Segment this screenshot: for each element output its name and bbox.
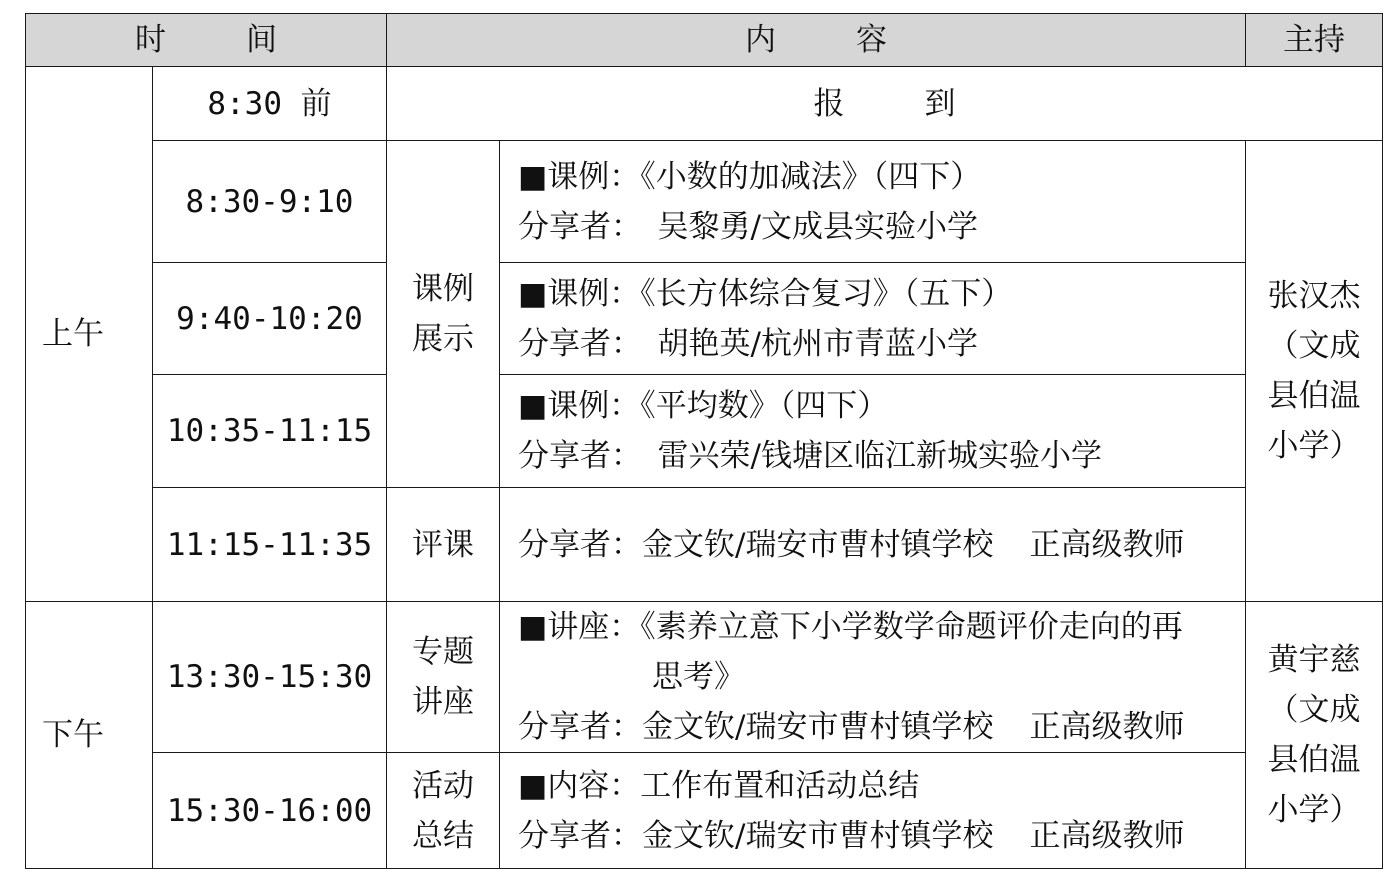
content-cell: ■讲座：《素养立意下小学数学命题评价走向的再 思考》 分享者：金文钦/瑞安市曹村镇学校 正高级教师: [500, 602, 1246, 753]
table-row: [26, 263, 1383, 375]
content-cell: ■内容：工作布置和活动总结 分享者：金文钦/瑞安市曹村镇学校 正高级教师: [500, 753, 1246, 869]
content-cell: 分享者：金文钦/瑞安市曹村镇学校 正高级教师: [500, 488, 1246, 602]
checkin-cell: 报 到: [387, 67, 1383, 141]
category-review: 评课: [387, 488, 500, 602]
table-row: [26, 375, 1383, 488]
time-cell: 15:30-16:00: [153, 753, 387, 869]
period-afternoon: 下午: [26, 602, 153, 869]
category-lesson-showcase: 课例 展示: [387, 141, 500, 488]
host-afternoon: 黄宇慈 （文成 县伯温 小学）: [1246, 602, 1383, 869]
time-cell: 10:35-11:15: [153, 375, 387, 488]
header-host: 主持: [1246, 14, 1383, 67]
time-cell: 9:40-10:20: [153, 263, 387, 375]
period-morning: 上午: [26, 67, 153, 602]
content-cell: ■课例：《小数的加减法》（四下） 分享者： 吴黎勇/文成县实验小学: [500, 141, 1246, 263]
category-lecture: 专题 讲座: [387, 602, 500, 753]
content-cell: ■课例：《平均数》（四下） 分享者： 雷兴荣/钱塘区临江新城实验小学: [500, 375, 1246, 488]
header-row: [26, 14, 1383, 67]
time-cell: 11:15-11:35: [153, 488, 387, 602]
schedule-table: [25, 13, 1383, 869]
header-content: 内 容: [387, 14, 1246, 67]
table-row: [26, 602, 1383, 753]
table-row: [26, 67, 1383, 141]
time-cell: 8:30-9:10: [153, 141, 387, 263]
category-summary: 活动 总结: [387, 753, 500, 869]
table-row: [26, 753, 1383, 869]
time-cell: 13:30-15:30: [153, 602, 387, 753]
time-cell: 8:30 前: [153, 67, 387, 141]
host-morning: 张汉杰 （文成 县伯温 小学）: [1246, 141, 1383, 602]
header-time: 时 间: [26, 14, 387, 67]
table-row: [26, 141, 1383, 263]
content-cell: ■课例：《长方体综合复习》（五下） 分享者： 胡艳英/杭州市青蓝小学: [500, 263, 1246, 375]
table-row: [26, 488, 1383, 602]
